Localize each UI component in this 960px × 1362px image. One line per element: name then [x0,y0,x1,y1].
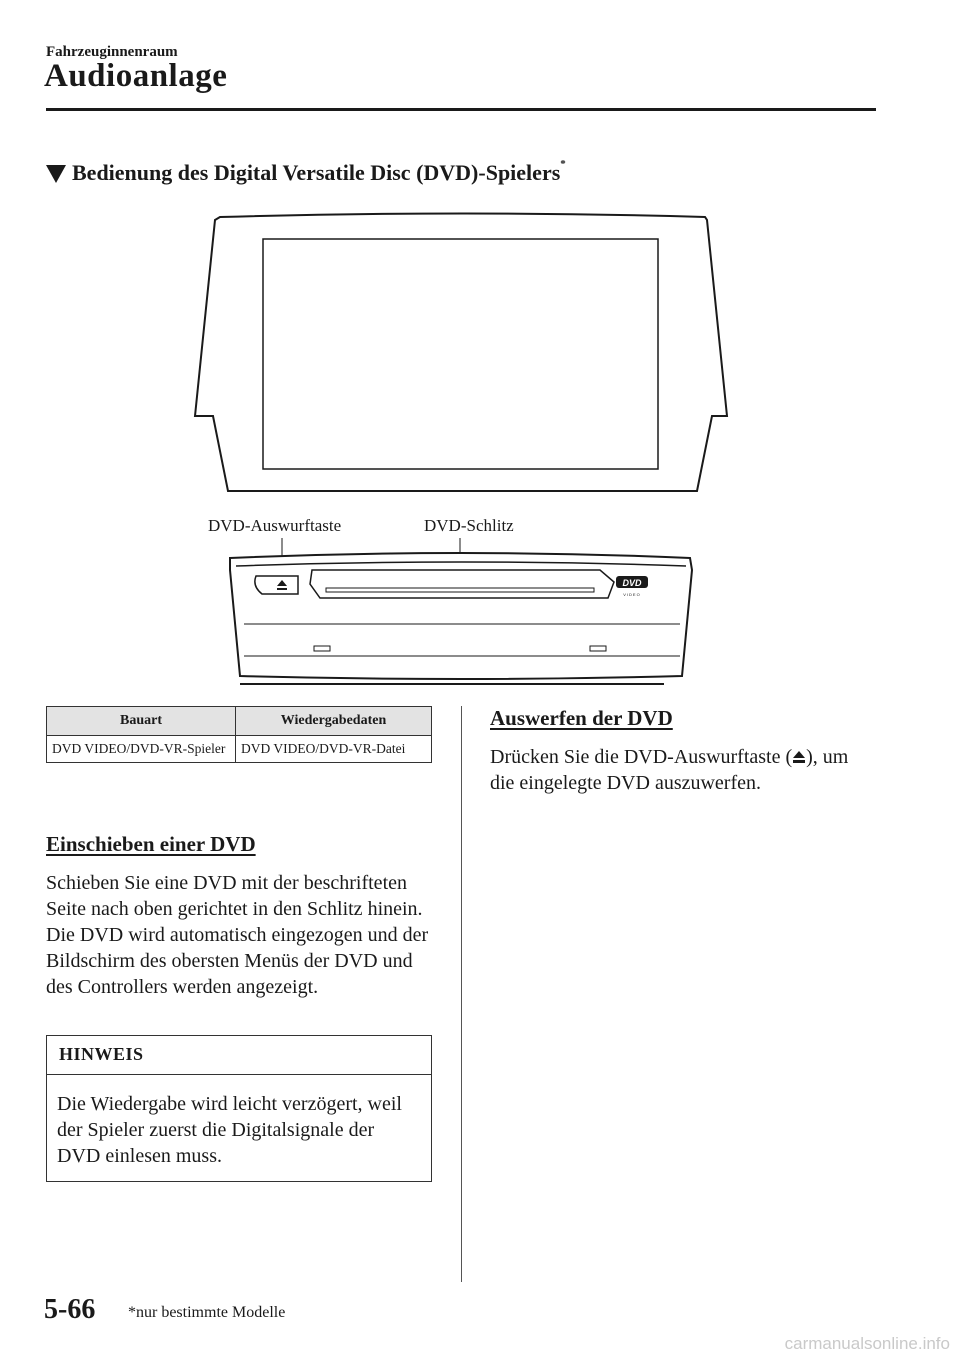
spec-table [46,706,432,763]
main-heading-text: Bedienung des Digital Versatile Disc (DVD)-Spielers [72,160,561,185]
player-screw-left [314,646,330,651]
page-number: 5-66 [44,1294,96,1325]
table-cell-data: DVD VIDEO/DVD-VR-Datei [236,736,432,763]
dvd-player-illustration [222,536,702,691]
eject-dvd-text [490,744,875,796]
player-screw-right [590,646,606,651]
section-label: Fahrzeuginnenraum [46,44,178,60]
note-text: Die Wiedergabe wird leicht verzögert, weil der Spieler zuerst die Digitalsignale der DVD einlesen muss. [57,1093,402,1167]
eject-button-callout: DVD-Auswurftaste [208,516,342,535]
note-title: HINWEIS [47,1036,431,1075]
column-divider [461,706,462,1282]
chapter-divider [46,108,876,111]
eject-button [255,576,298,594]
display-screen-illustration [190,208,735,498]
dvd-logo-subtext: VIDEO [623,592,641,597]
insert-dvd-heading: Einschieben einer DVD [46,832,256,856]
table-row [47,736,432,763]
eject-dvd-heading: Auswerfen der DVD [490,706,673,730]
eject-text-after: ), um die eingelegte DVD auszuwerfen. [490,746,849,794]
eject-text-before: Drücken Sie die DVD-Auswurftaste ( [490,746,793,768]
insert-dvd-text: Schieben Sie eine DVD mit der beschrifteten Seite nach oben gerichtet in den Schlitz hinein. Die DVD wird automatisch eingezogen und der Bildschirm des obersten Menüs der DVD und des Controllers werden angezeigt. [46,872,429,998]
note-box [46,1035,432,1182]
table-header-row [47,707,432,736]
watermark: carmanualsonline.info [784,1334,950,1353]
display-panel [263,239,658,469]
table-header-data: Wiedergabedaten [236,707,432,736]
main-heading-asterisk: * [560,158,566,170]
table-header-type: Bauart [47,707,236,736]
slot-callout: DVD-Schlitz [424,516,514,535]
chapter-title: Audioanlage [44,58,228,94]
footnote: *nur bestimmte Modelle [128,1304,286,1321]
main-heading [46,160,566,186]
eject-icon [792,750,806,764]
triangle-bullet-icon [46,165,66,183]
table-cell-type: DVD VIDEO/DVD-VR-Spieler [47,736,236,763]
disc-slot [326,588,594,592]
dvd-logo-text: DVD [622,578,642,588]
